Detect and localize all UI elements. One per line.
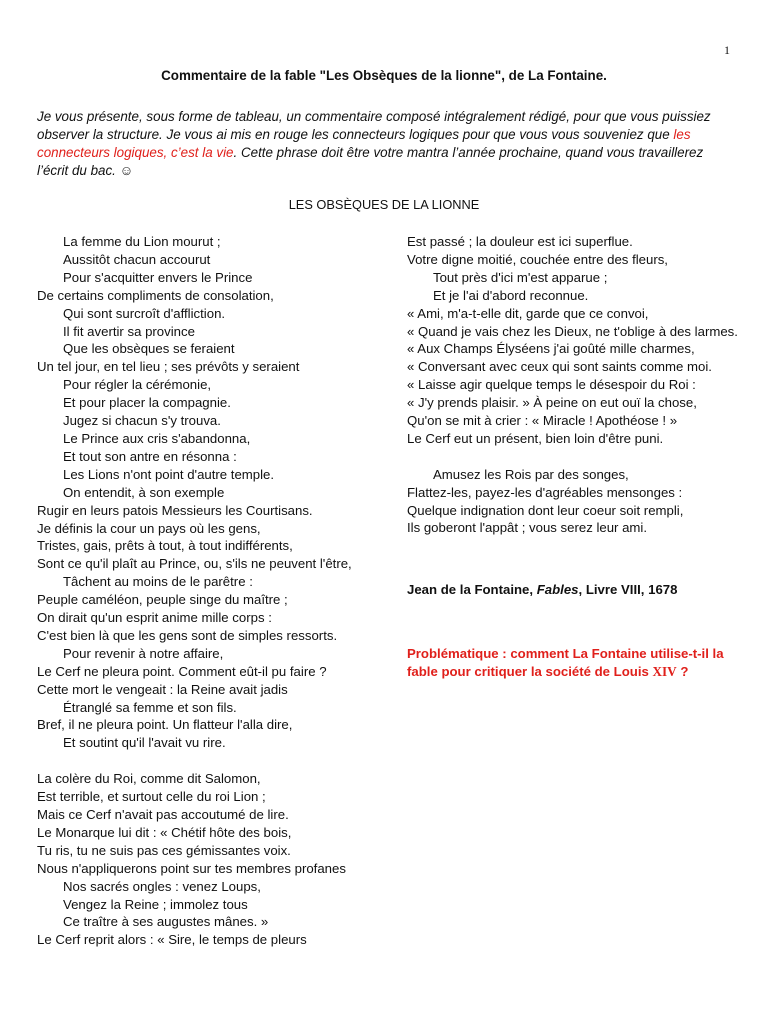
- poem_right-verse-line: Flattez-les, payez-les d'agréables mensonges :: [407, 484, 683, 500]
- poem_left-verse-line: [37, 752, 367, 770]
- poem_left-verse-line: Cette mort le vengeait : la Reine avait jadis: [37, 681, 288, 697]
- poem_right-verse-line: « Conversant avec ceux qui sont saints comme moi.: [407, 359, 712, 375]
- poem_left-verse-line: Il fit avertir sa province: [63, 323, 195, 339]
- poem_left-verse-line: Nous n'appliquerons point sur tes membres profanes: [37, 860, 346, 876]
- poem_left-verse-line: Ce traître à ses augustes mânes. »: [63, 914, 269, 930]
- poem-right-column: [407, 233, 742, 681]
- document-title: Commentaire de la fable "Les Obsèques de la lionne", de La Fontaine.: [161, 68, 607, 83]
- poem_left-verse-line: Sont ce qu'il plaît au Prince, ou, s'ils ne peuvent l'être,: [37, 556, 352, 572]
- poem_left-verse-line: Qui sont surcroît d'affliction.: [63, 305, 226, 321]
- poem_left-verse-line: Aussitôt chacun accourut: [63, 251, 211, 267]
- poem_left-verse-line: Le Monarque lui dit : « Chétif hôte des bois,: [37, 824, 292, 840]
- page-number: 1: [724, 43, 730, 57]
- problematique-roman: XIV: [652, 664, 677, 680]
- attribution-author: Jean de la Fontaine,: [407, 582, 537, 598]
- poem_right-verse-line: Amusez les Rois par des songes,: [433, 466, 629, 482]
- poem_right-verse-line: « J'y prends plaisir. » À peine on eut ouï la chose,: [407, 395, 697, 411]
- poem_right-verse-line: « Laisse agir quelque temps le désespoir du Roi :: [407, 377, 696, 393]
- poem_right-verse-line: Le Cerf eut un présent, bien loin d'être puni.: [407, 430, 664, 446]
- poem_left-verse-line: De certains compliments de consolation,: [37, 287, 274, 303]
- poem_right-verse-line: « Ami, m'a-t-elle dit, garde que ce convoi,: [407, 305, 649, 321]
- poem_left-verse-line: Pour revenir à notre affaire,: [63, 645, 224, 661]
- poem_left-verse-line: Les Lions n'ont point d'autre temple.: [63, 466, 275, 482]
- intro-highlight: les connecteurs logiques, c’est la vie: [37, 127, 691, 160]
- poem_left-verse-line: Tu ris, tu ne suis pas ces gémissantes voix.: [37, 842, 291, 858]
- poem_left-verse-line: Le Cerf reprit alors : « Sire, le temps de pleurs: [37, 932, 307, 948]
- poem_left-verse-line: Et pour placer la compagnie.: [63, 395, 231, 411]
- poem_left-verse-line: Mais ce Cerf n'avait pas accoutumé de lire.: [37, 806, 289, 822]
- poem_left-verse-line: Nos sacrés ongles : venez Loups,: [63, 878, 261, 894]
- poem_left-verse-line: C'est bien là que les gens sont de simples ressorts.: [37, 627, 338, 643]
- poem_left-verse-line: La femme du Lion mourut ;: [63, 234, 221, 249]
- poem_left-verse-line: Et soutint qu'il l'avait vu rire.: [63, 735, 226, 751]
- poem_right-verse-line: Tout près d'ici m'est apparue ;: [433, 269, 608, 285]
- poem-left-column: [37, 233, 367, 949]
- poem_left-verse-line: La colère du Roi, comme dit Salomon,: [37, 771, 261, 787]
- poem_left-verse-line: Je définis la cour un pays où les gens,: [37, 520, 261, 536]
- poem_right-verse-line: Quelque indignation dont leur coeur soit rempli,: [407, 502, 684, 518]
- attribution-work: Fables: [536, 582, 579, 598]
- poem_left-verse-line: Un tel jour, en tel lieu ; ses prévôts y seraient: [37, 359, 300, 375]
- poem_left-verse-line: Étranglé sa femme et son fils.: [63, 699, 237, 715]
- poem_right-verse-line: « Quand je vais chez les Dieux, ne t'oblige à des larmes.: [407, 323, 738, 339]
- poem_left-verse-line: Tâchent au moins de le parêtre :: [63, 574, 253, 590]
- intro-text-1: Je vous présente, sous forme de tableau, un commentaire composé intégralement rédigé, pour que vous puissiez observer la structure. Je vous ai mis en rouge les connecteurs logiques pour que vous vous souveniez que: [37, 109, 711, 142]
- attribution-details: , Livre VIII, 1678: [578, 582, 678, 598]
- poem_right-verse-line: Est passé ; la douleur est ici superflue.: [407, 234, 633, 249]
- poem_left-verse-line: On entendit, à son exemple: [63, 484, 225, 500]
- poem_left-verse-line: Le Cerf ne pleura point. Comment eût-il pu faire ?: [37, 663, 327, 679]
- problematique-end: ?: [676, 664, 689, 680]
- poem_left-verse-line: Tristes, gais, prêts à tout, à tout indifférents,: [37, 538, 293, 554]
- poem_right-verse-line: [407, 448, 742, 466]
- poem_right-verse-line: « Aux Champs Élyséens j'ai goûté mille charmes,: [407, 341, 695, 357]
- poem-title: LES OBSÈQUES DE LA LIONNE: [288, 197, 480, 212]
- poem_right-verse-line: Votre digne moitié, couchée entre des fleurs,: [407, 251, 668, 267]
- poem_left-verse-line: Peuple caméléon, peuple singe du maître ;: [37, 592, 288, 608]
- poem_right-verse-line: Ils goberont l'appât ; vous serez leur ami.: [407, 520, 648, 536]
- poem_left-verse-line: Et tout son antre en résonna :: [63, 448, 237, 464]
- attribution: [407, 581, 742, 599]
- poem_right-verse-line: Qu'on se mit à crier : « Miracle ! Apothéose ! »: [407, 413, 678, 429]
- poem_left-verse-line: Rugir en leurs patois Messieurs les Courtisans.: [37, 502, 313, 518]
- intro-text-2: . Cette phrase doit être votre mantra l’année prochaine, quand vous travaillerez l’écrit du bac. ☺: [37, 145, 704, 178]
- poem_left-verse-line: Jugez si chacun s'y trouva.: [63, 413, 221, 429]
- poem_left-verse-line: Pour s'acquitter envers le Prince: [63, 269, 253, 285]
- poem_left-verse-line: Le Prince aux cris s'abandonna,: [63, 430, 251, 446]
- poem_left-verse-line: Est terrible, et surtout celle du roi Lion ;: [37, 789, 266, 805]
- intro-paragraph: [37, 108, 737, 180]
- problematique: [407, 645, 742, 681]
- poem_left-verse-line: Pour régler la cérémonie,: [63, 377, 212, 393]
- poem_left-verse-line: Vengez la Reine ; immolez tous: [63, 896, 248, 912]
- poem_right-verse-line: Et je l'ai d'abord reconnue.: [433, 287, 589, 303]
- poem_left-verse-line: Bref, il ne pleura point. Un flatteur l'alla dire,: [37, 717, 293, 733]
- problematique-text: Problématique : comment La Fontaine utilise-t-il la fable pour critiquer la société de Louis: [407, 646, 724, 680]
- poem_left-verse-line: Que les obsèques se feraient: [63, 341, 235, 357]
- poem_left-verse-line: On dirait qu'un esprit anime mille corps :: [37, 610, 272, 626]
